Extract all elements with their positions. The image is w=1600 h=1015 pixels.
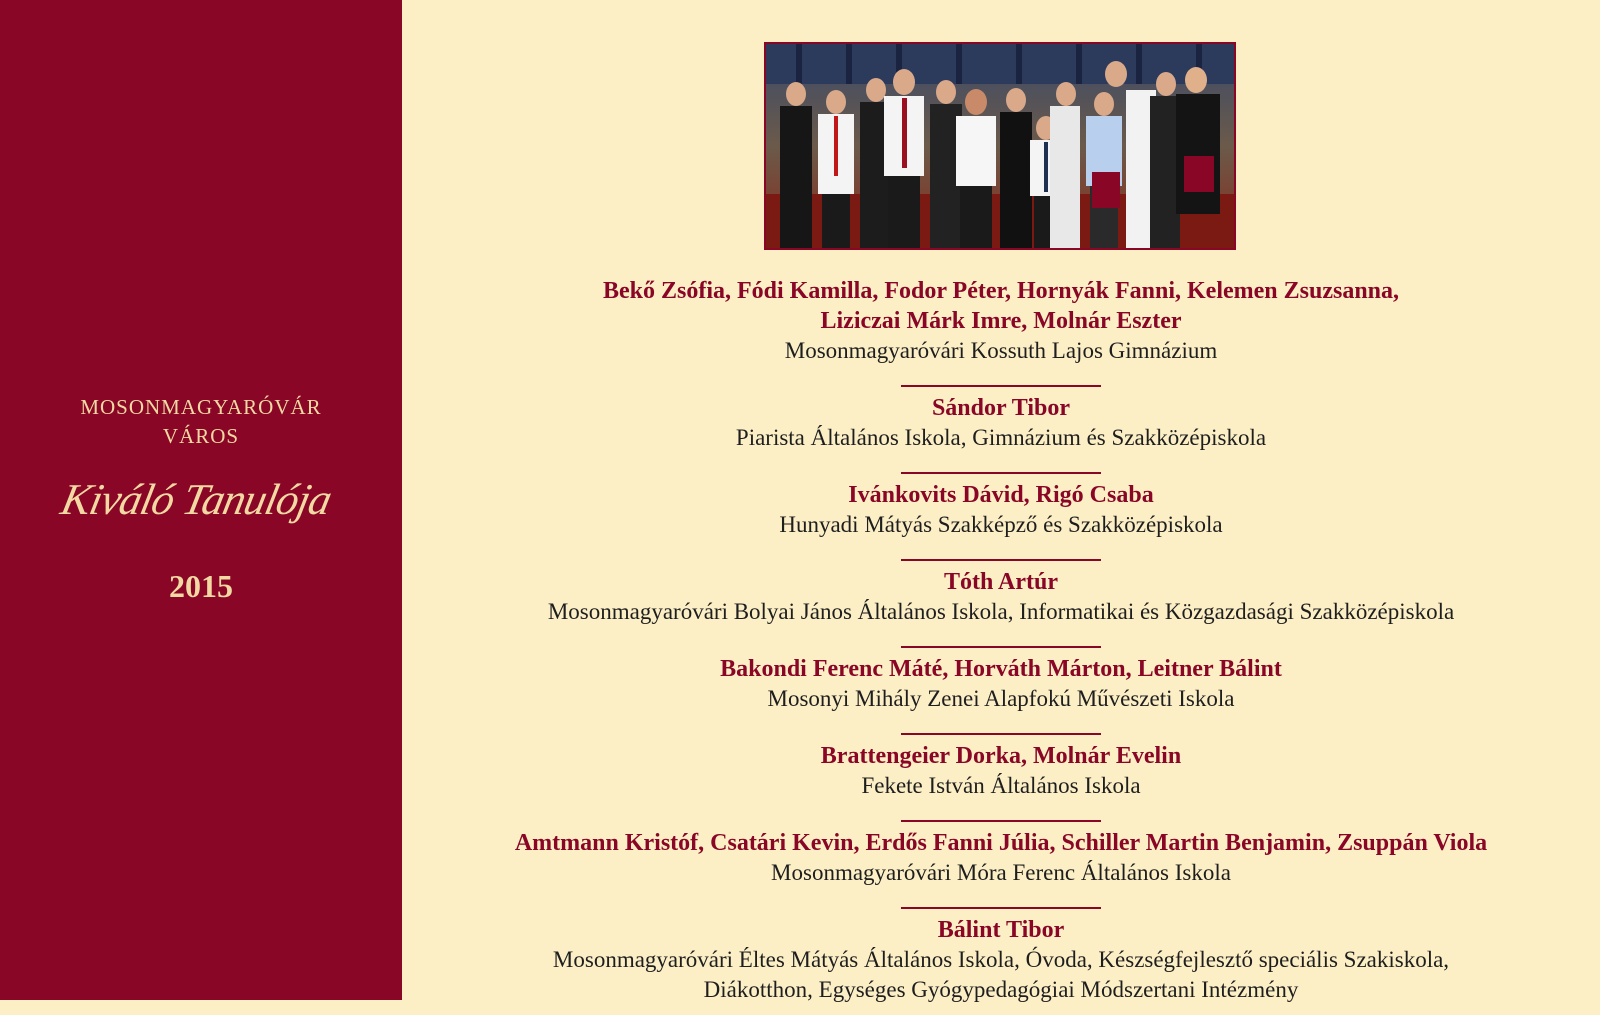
divider: [901, 646, 1101, 648]
divider: [901, 385, 1101, 387]
city-title: MOSONMAGYARÓVÁR: [80, 395, 322, 419]
school-name: Mosonmagyaróvári Móra Ferenc Általános Iskola: [771, 860, 1231, 885]
student-names: Amtmann Kristóf, Csatári Kevin, Erdős Fanni Júlia, Schiller Martin Benjamin, Zsuppán Viola: [514, 830, 1488, 856]
school-name: Piarista Általános Iskola, Gimnázium és Szakközépiskola: [735, 425, 1267, 450]
group-photo: [764, 42, 1236, 250]
award-script-title: Kiváló Tanulója: [56, 475, 336, 524]
divider: [901, 907, 1101, 909]
award-group: [402, 915, 1600, 1015]
group-photo-image: [766, 44, 1234, 248]
student-names: Brattengeier Dorka, Molnár Evelin: [820, 743, 1182, 769]
student-names: Bakondi Ferenc Máté, Horváth Márton, Leitner Bálint: [720, 656, 1282, 682]
school-name: Diákotthon, Egységes Gyógypedagógiai Módszertani Intézmény: [703, 977, 1299, 1002]
school-name: Mosonmagyaróvári Éltes Mátyás Általános Iskola, Óvoda, Készségfejlesztő speciális Szakiskola,: [552, 947, 1450, 972]
award-year: 2015: [169, 568, 233, 604]
student-names: Sándor Tibor: [931, 395, 1071, 421]
school-name: Mosonyi Mihály Zenei Alapfokú Művészeti Iskola: [767, 686, 1235, 711]
school-name: Mosonmagyaróvári Kossuth Lajos Gimnázium: [784, 338, 1218, 363]
student-names: Ivánkovits Dávid, Rigó Csaba: [848, 482, 1154, 508]
award-group: [402, 480, 1600, 550]
award-group: [402, 567, 1600, 637]
award-group: [402, 741, 1600, 811]
school-name: Fekete István Általános Iskola: [861, 773, 1141, 798]
award-group: [402, 654, 1600, 724]
student-names: Liziczai Márk Imre, Molnár Eszter: [820, 308, 1182, 334]
student-names: Bálint Tibor: [937, 917, 1065, 943]
school-name: Mosonmagyaróvári Bolyai János Általános Iskola, Informatikai és Közgazdasági Szakközépiskola: [547, 599, 1455, 624]
divider: [901, 472, 1101, 474]
award-group: [402, 828, 1600, 898]
divider: [901, 559, 1101, 561]
award-list: [402, 276, 1600, 1015]
divider: [901, 820, 1101, 822]
student-names: Tóth Artúr: [944, 569, 1058, 595]
student-names: Bekő Zsófia, Fódi Kamilla, Fodor Péter, Hornyák Fanni, Kelemen Zsuzsanna,: [602, 278, 1400, 304]
school-name: Hunyadi Mátyás Szakképző és Szakközépiskola: [779, 512, 1223, 537]
city-subtitle: VÁROS: [162, 424, 240, 448]
sidebar: [0, 0, 402, 1000]
award-group: [402, 393, 1600, 463]
divider: [901, 733, 1101, 735]
award-group: [402, 276, 1600, 376]
